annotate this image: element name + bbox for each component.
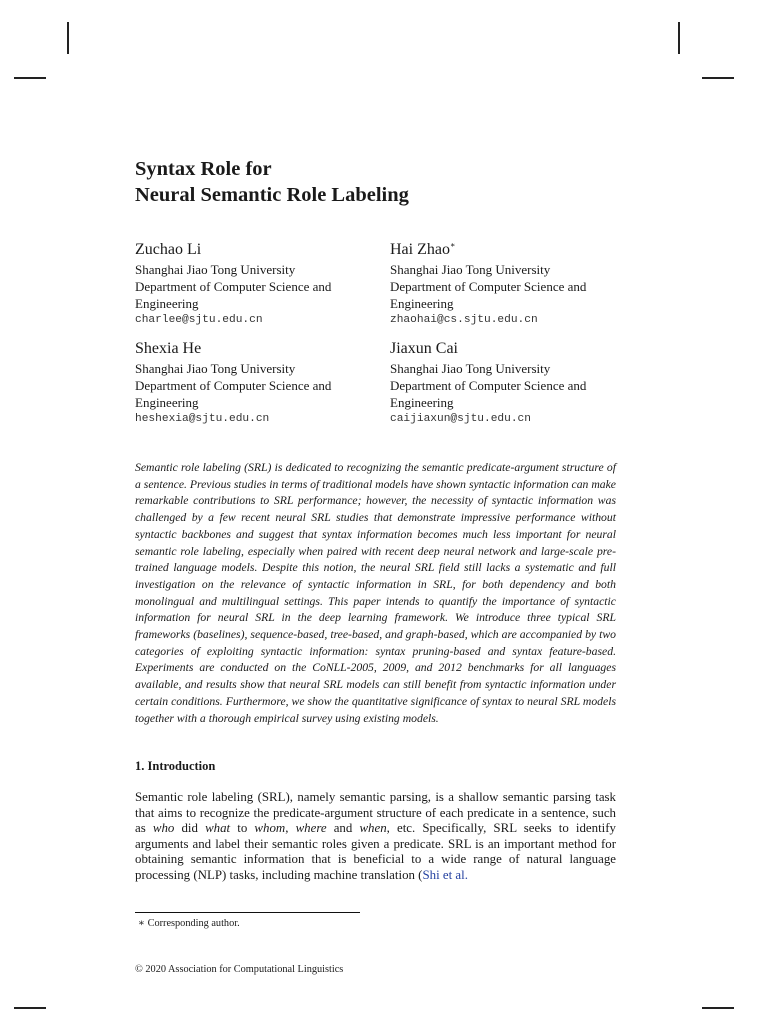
crop-mark-right-upper bbox=[702, 77, 734, 79]
crop-mark-top-right bbox=[678, 22, 680, 54]
author-name: Jiaxun Cai bbox=[390, 340, 458, 357]
author-name: Hai Zhao∗ bbox=[390, 240, 456, 258]
author-department: Department of Computer Science and bbox=[135, 378, 332, 393]
paper-title bbox=[135, 156, 655, 208]
footnote-text: Corresponding author. bbox=[147, 918, 240, 929]
author-block bbox=[135, 240, 385, 329]
crop-mark-left-upper bbox=[14, 77, 46, 79]
crop-mark-left-lower bbox=[14, 1007, 46, 1009]
copyright-notice: © 2020 Association for Computational Linguistics bbox=[135, 964, 344, 975]
section-heading: 1. Introduction bbox=[135, 759, 216, 773]
author-department: Department of Computer Science and bbox=[390, 279, 587, 294]
author-department-cont: Engineering bbox=[390, 296, 454, 311]
author-department-cont: Engineering bbox=[390, 395, 454, 410]
author-name: Zuchao Li bbox=[135, 241, 202, 258]
author-affiliation: Shanghai Jiao Tong University bbox=[390, 361, 551, 376]
author-block bbox=[390, 339, 640, 428]
title-line-1: Syntax Role for bbox=[135, 158, 272, 180]
author-block bbox=[135, 339, 385, 428]
author-email[interactable]: caijiaxun@sjtu.edu.cn bbox=[390, 413, 531, 425]
author-footnote-mark: ∗ bbox=[449, 240, 456, 250]
author-name: Shexia He bbox=[135, 340, 202, 357]
author-department-cont: Engineering bbox=[135, 395, 199, 410]
footnote-mark: ∗ bbox=[138, 918, 145, 929]
author-email[interactable]: zhaohai@cs.sjtu.edu.cn bbox=[390, 314, 538, 326]
author-department: Department of Computer Science and bbox=[390, 378, 587, 393]
footnote bbox=[138, 917, 240, 930]
author-department: Department of Computer Science and bbox=[135, 279, 332, 294]
author-affiliation: Shanghai Jiao Tong University bbox=[390, 262, 551, 277]
author-department-cont: Engineering bbox=[135, 296, 199, 311]
crop-mark-right-lower bbox=[702, 1007, 734, 1009]
author-email[interactable]: heshexia@sjtu.edu.cn bbox=[135, 413, 270, 425]
crop-mark-top-left bbox=[67, 22, 69, 54]
author-block bbox=[390, 240, 640, 329]
author-email[interactable]: charlee@sjtu.edu.cn bbox=[135, 314, 263, 326]
abstract: Semantic role labeling (SRL) is dedicated to recognizing the semantic predicate-argument structure of a sentence. Previous studies in terms of traditional models have shown syntactic information can make remarkable contributions to SRL performance; however, the necessity of syntactic information was challenged by a few recent neural SRL studies that demonstrate impressive performance without syntactic backbones and suggest that syntax information becomes much less important for neural semantic role labeling, especially when paired with recent deep neural network and large-scale pre-trained language models. Despite this notion, the neural SRL field still lacks a systematic and full investigation on the relevance of syntactic information in SRL, for both dependency and both monolingual and multilingual settings. This paper intends to quantify the importance of syntactic information for neural SRL in the deep learning framework. We introduce three typical SRL frameworks (baselines), sequence-based, tree-based, and graph-based, which are accompanied by two categories of exploiting syntactic information: syntax pruning-based and syntax feature-based. Experiments are conducted on the CoNLL-2005, 2009, and 2012 benchmarks for all languages available, and results show that neural SRL models can still benefit from syntactic information under certain conditions. Furthermore, we show the quantitative significance of syntax to neural SRL models together with a thorough empirical survey using existing models. bbox=[135, 461, 616, 725]
title-line-2: Neural Semantic Role Labeling bbox=[135, 184, 409, 206]
citation-link[interactable]: Shi et al. bbox=[422, 867, 468, 882]
intro-paragraph: Semantic role labeling (SRL), namely semantic parsing, is a shallow semantic parsing task that aims to recognize the predicate-argument structure of each predicate in a sentence, such as who did what to whom, where and when, etc. Specifically, SRL seeks to identify arguments and label their semantic roles given a predicate. SRL is an important method for obtaining semantic information that is beneficial to a wide range of natural language processing (NLP) tasks, including machine translation (Shi et al. bbox=[135, 790, 616, 882]
author-affiliation: Shanghai Jiao Tong University bbox=[135, 262, 296, 277]
footnote-rule bbox=[135, 912, 360, 913]
author-affiliation: Shanghai Jiao Tong University bbox=[135, 361, 296, 376]
